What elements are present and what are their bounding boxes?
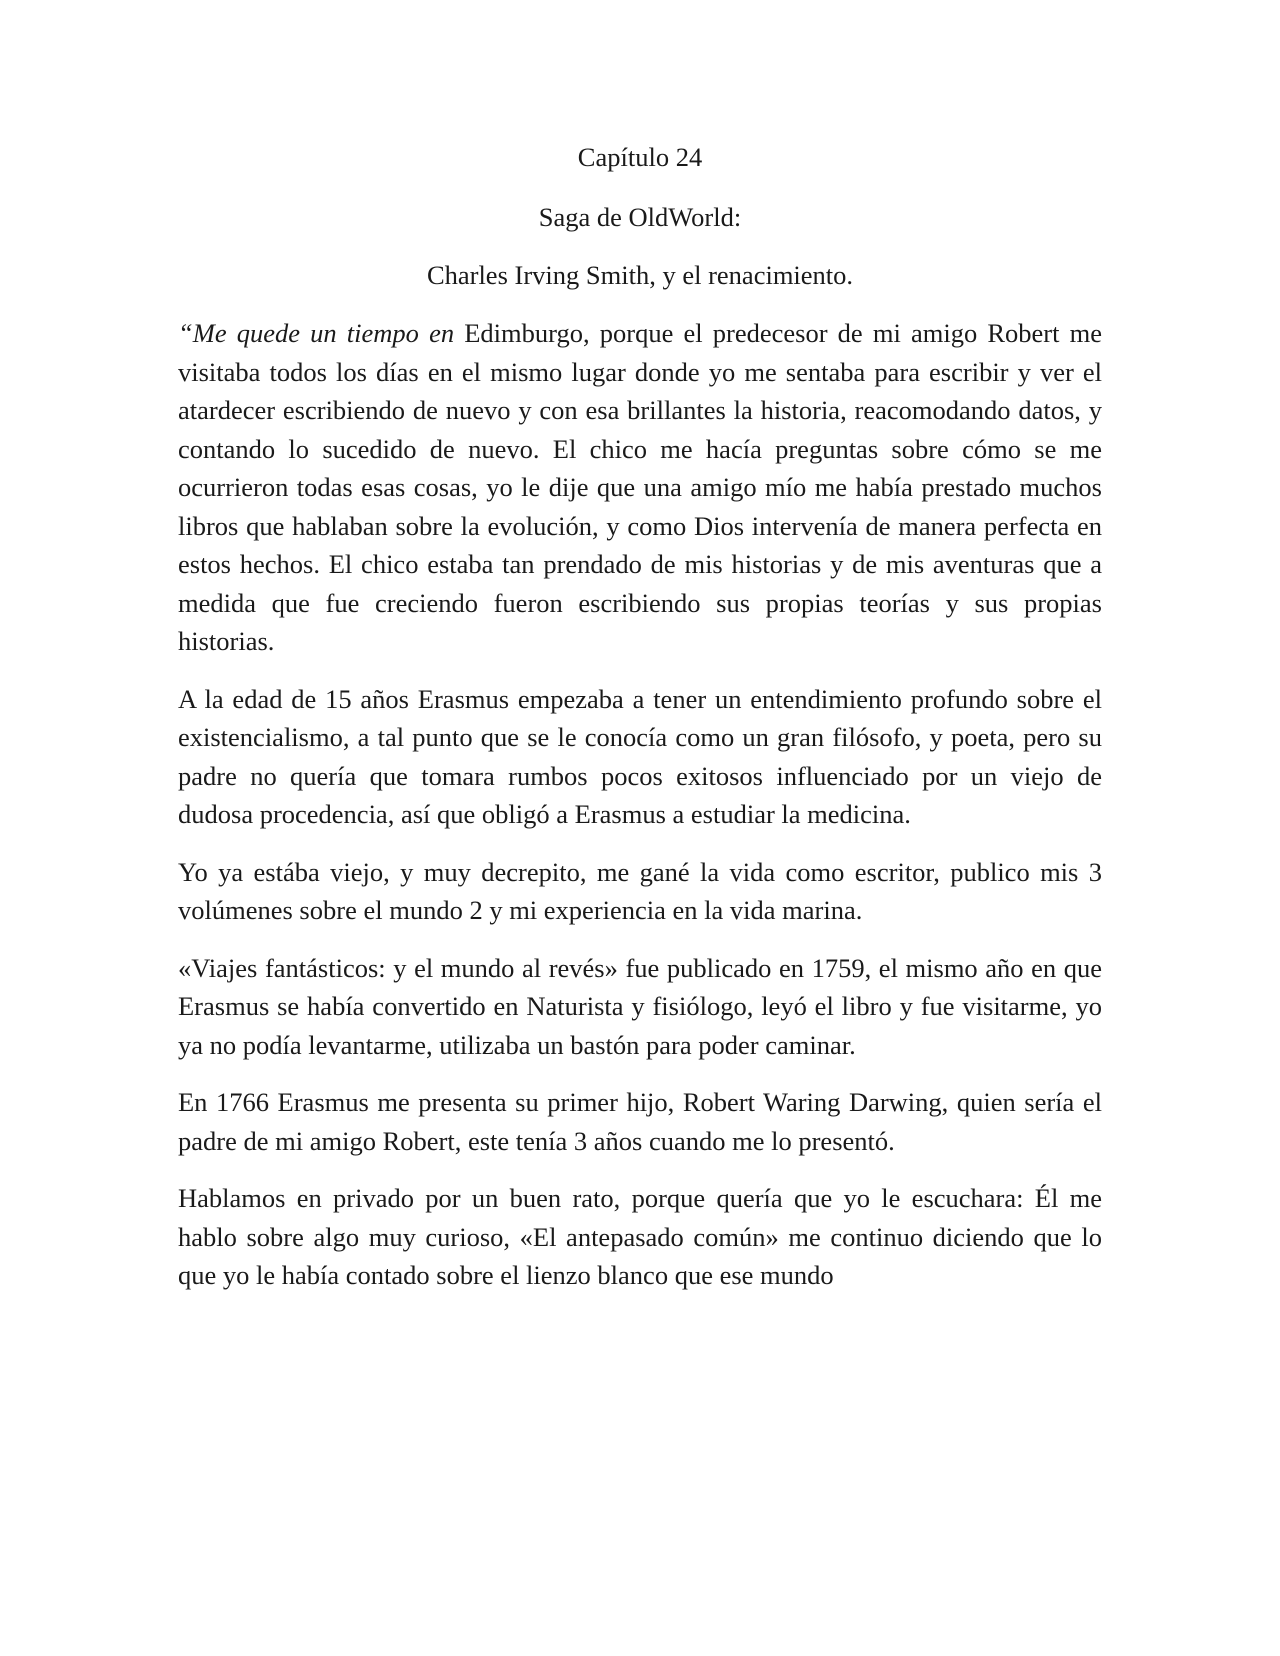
page-content [178, 138, 1102, 1295]
paragraph-2: A la edad de 15 años Erasmus empezaba a tener un entendimiento profundo sobre el existencialismo, a tal punto que se le conocía como un gran filósofo, y poeta, pero su padre no quería que tomara rumbos pocos exitosos influenciado por un viejo de dudosa procedencia, así que obligó a Erasmus a estudiar la medicina. [178, 683, 1102, 829]
saga-title: Saga de OldWorld: [538, 202, 742, 232]
paragraph-1 [178, 314, 1102, 661]
chapter-number: Capítulo 24 [577, 142, 703, 172]
paragraph-6: Hablamos en privado por un buen rato, porque quería que yo le escuchara: Él me hablo sobre algo muy curioso, «El antepasado común» me continuo diciendo que lo que yo le había contado sobre el lienzo blanco que ese mundo [178, 1183, 1102, 1290]
paragraph-1-text: Edimburgo, porque el predecesor de mi amigo Robert me visitaba todos los días en el mismo lugar donde yo me sentaba para escribir y ver el atardecer escribiendo de nuevo y con esa brillantes la historia, reacomodando datos, y contando lo sucedido de nuevo. El chico me hacía preguntas sobre cómo se me ocurrieron todas esas cosas, yo le dije que una amigo mío me había prestado muchos libros que hablaban sobre la evolución, y como Dios intervenía de manera perfecta en estos hechos. El chico estaba tan prendado de mis historias y de mis aventuras que a medida que fue creciendo fueron escribiendo sus propias teorías y sus propias historias. [178, 318, 1102, 656]
paragraph-5: En 1766 Erasmus me presenta su primer hijo, Robert Waring Darwing, quien sería el padre de mi amigo Robert, este tenía 3 años cuando me lo presentó. [178, 1087, 1102, 1156]
paragraph-3: Yo ya estába viejo, y muy decrepito, me gané la vida como escritor, publico mis 3 volúmenes sobre el mundo 2 y mi experiencia en la vida marina. [178, 856, 1102, 925]
paragraph-4: «Viajes fantásticos: y el mundo al revés» fue publicado en 1759, el mismo año en que Erasmus se había convertido en Naturista y fisiólogo, leyó el libro y fue visitarme, yo ya no podía levantarme, utilizaba un bastón para poder caminar. [178, 952, 1102, 1060]
chapter-title: Charles Irving Smith, y el renacimiento. [426, 260, 854, 290]
paragraph-1-italic-lead: “Me quede un tiempo en [178, 318, 455, 348]
